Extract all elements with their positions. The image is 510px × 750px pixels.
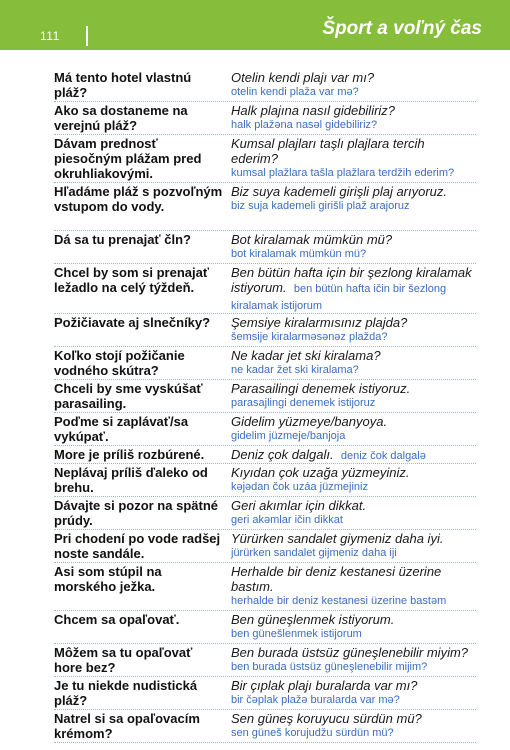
turkish-phrase: Bir çıplak plajı buralarda var mı? [231, 678, 418, 693]
chapter-title: Šport a voľný čas [322, 18, 482, 39]
pronunciation: šemsije kiralarməsənəz plažda? [231, 331, 388, 343]
pronunciation: parasajlingi denemek istijoruz [231, 397, 376, 409]
row-separator [54, 101, 476, 102]
row-separator [54, 412, 476, 413]
turkish-phrase: Ben güneşlenmek istiyorum. [231, 612, 395, 627]
pronunciation: otelin kendi plaža var mə? [231, 86, 359, 98]
turkish-phrase: Kıyıdan çok uzağa yüzmeyiniz. [231, 465, 410, 480]
pronunciation: ben bütün hafta ičin bir šezlong kiralamak istijorum [231, 283, 447, 312]
slovak-phrase: Môžem sa tu opaľovať hore bez? [54, 645, 193, 675]
phrase-row [54, 645, 476, 675]
row-separator [54, 182, 476, 183]
turkish-block [231, 645, 475, 675]
turkish-phrase: Herhalde bir deniz kestanesi üzerine bastım. [231, 564, 442, 594]
turkish-block [231, 531, 475, 561]
phrase-row [54, 232, 476, 262]
phrase-row [54, 612, 476, 642]
slovak-phrase: Natrel si sa opaľovacím krémom? [54, 711, 200, 741]
turkish-block [231, 498, 475, 528]
slovak-phrase: Hľadáme pláž s pozvoľným vstupom do vody. [54, 184, 223, 214]
slovak-phrase: Chceli by sme vyskúšať parasailing. [54, 381, 203, 411]
row-separator [54, 676, 476, 677]
row-separator [54, 230, 476, 231]
pronunciation: bir čəplak plažə buralarda var mə? [231, 694, 400, 706]
row-separator [54, 463, 476, 464]
row-separator [54, 643, 476, 644]
pronunciation: bot kiralamak mümkün mü? [231, 248, 367, 260]
pronunciation: ben burada üstsüz güneşlenebilir mijim? [231, 661, 428, 673]
row-separator [54, 445, 476, 446]
turkish-block [231, 103, 475, 133]
turkish-phrase: Yürürken sandalet giymeniz daha iyi. [231, 531, 444, 546]
turkish-block [231, 564, 475, 609]
row-separator [54, 313, 476, 314]
chapter-header [0, 0, 510, 50]
slovak-phrase: Chcel by som si prenajať ležadlo na celý týždeň. [54, 265, 210, 295]
phrase-row [54, 465, 476, 495]
turkish-phrase: Ne kadar jet ski kiralama? [231, 348, 381, 363]
slovak-phrase: Koľko stojí požičanie vodného skútra? [54, 348, 185, 378]
pronunciation: halk plažəna nasəl gidebiliriz? [231, 119, 378, 131]
phrase-row [54, 348, 476, 378]
turkish-phrase: Kumsal plajları taşlı plajlara tercih ederim? [231, 136, 425, 166]
slovak-phrase: Dávajte si pozor na spätné prúdy. [54, 498, 218, 528]
turkish-block [231, 414, 475, 444]
header-divider [86, 26, 88, 46]
row-separator [54, 709, 476, 710]
slovak-phrase: Ako sa dostaneme na verejnú pláž? [54, 103, 188, 133]
turkish-phrase: Bot kiralamak mümkün mü? [231, 232, 393, 247]
turkish-phrase: Otelin kendi plajı var mı? [231, 70, 375, 85]
turkish-block [231, 184, 475, 214]
slovak-phrase: Požičiavate aj slnečníky? [54, 315, 211, 330]
slovak-phrase: Chcem sa opaľovať. [54, 612, 180, 627]
slovak-phrase: Neplávaj príliš ďaleko od brehu. [54, 465, 208, 495]
pronunciation: ben günešlenmek istijorum [231, 628, 362, 640]
pronunciation: ne kadar žet ski kiralama? [231, 364, 359, 376]
row-separator [54, 346, 476, 347]
turkish-block [231, 265, 475, 314]
turkish-block [231, 612, 475, 642]
pronunciation: kəjədan čok uzáa jüzmejiniz [231, 481, 368, 493]
row-separator [54, 134, 476, 135]
pronunciation: geri akəmlar ičin dikkat [231, 514, 343, 526]
pronunciation: sen güneš korujudžu sürdün mü? [231, 727, 394, 739]
turkish-phrase: Parasailingi denemek istiyoruz. [231, 381, 411, 396]
pronunciation: jürürken sandalet gijmeniz daha iji [231, 547, 397, 559]
turkish-phrase: Ben burada üstsüz güneşlenebilir miyim? [231, 645, 469, 660]
turkish-block [231, 447, 475, 464]
pronunciation: kumsal plažlara tašla plažlara terdžih ederim? [231, 167, 455, 179]
phrase-row [54, 184, 476, 229]
row-separator [54, 496, 476, 497]
row-separator [54, 562, 476, 563]
slovak-phrase: Dá sa tu prenajať čln? [54, 232, 191, 247]
turkish-phrase: Halk plajına nasıl gidebiliriz? [231, 103, 396, 118]
slovak-phrase: More je príliš rozbúrené. [54, 447, 205, 462]
phrase-row [54, 531, 476, 561]
slovak-phrase: Má tento hotel vlastnú pláž? [54, 70, 192, 100]
slovak-phrase: Pri chodení po vode radšej noste sandále. [54, 531, 221, 561]
turkish-phrase: Sen güneş koruyucu sürdün mü? [231, 711, 422, 726]
turkish-block [231, 381, 475, 411]
turkish-phrase: Ben bütün hafta için bir şezlong kiralamak istiyorum. [231, 265, 472, 295]
turkish-block [231, 232, 475, 262]
page-number: 111 [40, 29, 60, 43]
row-separator [54, 263, 476, 264]
turkish-block [231, 315, 475, 345]
row-separator [54, 529, 476, 530]
turkish-block [231, 465, 475, 495]
phrase-row [54, 265, 476, 312]
turkish-block [231, 136, 475, 181]
phrase-row [54, 711, 476, 741]
slovak-phrase: Je tu niekde nudistická pláž? [54, 678, 198, 708]
phrase-row [54, 136, 476, 181]
phrase-row [54, 70, 476, 100]
phrase-row [54, 381, 476, 411]
phrase-row [54, 447, 476, 462]
row-separator [54, 379, 476, 380]
row-separator [54, 742, 476, 743]
phrase-row [54, 414, 476, 444]
turkish-phrase: Deniz çok dalgalı. [231, 447, 334, 462]
slovak-phrase: Asi som stúpil na morského ježka. [54, 564, 162, 594]
turkish-block [231, 348, 475, 378]
turkish-phrase: Şemsiye kiralarmısınız plajda? [231, 315, 408, 330]
turkish-block [231, 70, 475, 100]
row-separator [54, 610, 476, 611]
phrase-row [54, 498, 476, 528]
turkish-block [231, 678, 475, 708]
turkish-phrase: Biz suya kademeli girişli plaj arıyoruz. [231, 184, 448, 199]
pronunciation: herhalde bir deniz kestanesi üzerine bastəm [231, 595, 447, 607]
pronunciation: biz suja kademeli girišli plaž arajoruz [231, 200, 410, 212]
turkish-phrase: Gidelim yüzmeye/banyoya. [231, 414, 388, 429]
pronunciation: gidelim jüzmeje/banjoja [231, 430, 346, 442]
phrase-row [54, 103, 476, 133]
phrase-row [54, 564, 476, 609]
phrase-row [54, 315, 476, 345]
pronunciation: deniz čok dalgalə [340, 450, 426, 462]
turkish-phrase: Geri akımlar için dikkat. [231, 498, 367, 513]
phrase-row [54, 678, 476, 708]
slovak-phrase: Dávam prednosť piesočným plážam pred okruhliakovými. [54, 136, 202, 181]
slovak-phrase: Poďme si zaplávať/sa vykúpať. [54, 414, 189, 444]
turkish-block [231, 711, 475, 741]
